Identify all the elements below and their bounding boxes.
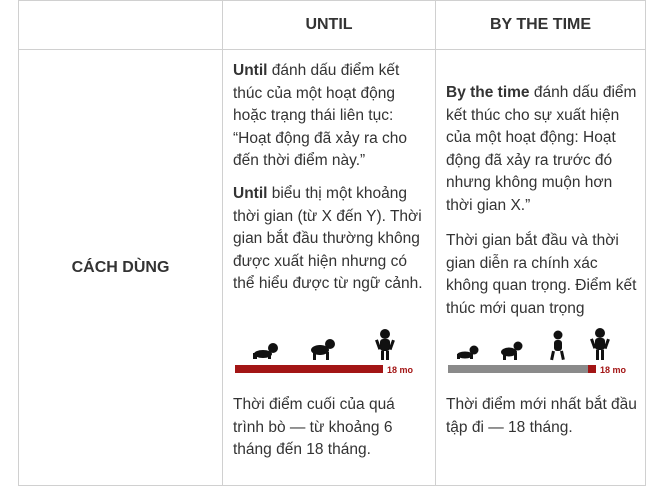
until-cell	[223, 50, 436, 486]
by-the-time-timeline-bar	[448, 365, 589, 373]
by-the-time-cell	[436, 50, 646, 486]
by-the-time-keyword: By the time	[446, 84, 530, 101]
by-the-time-timeline-endpoint	[588, 365, 596, 373]
header-until: UNTIL	[223, 1, 436, 50]
by-the-time-paragraph-2: Thời gian bắt đầu và thời gian diễn ra chính xác không quan trọng. Điểm kết thúc mới quan trọng	[446, 232, 637, 317]
walking-toddler-icon	[550, 331, 565, 361]
by-the-time-timeline-label: 18 mo	[600, 365, 627, 375]
until-keyword-2: Until	[233, 185, 268, 202]
header-row	[19, 1, 646, 50]
until-definition: đánh dấu điểm kết thúc của một hoạt động hoặc trạng thái liên tục: “Hoạt động đã xảy ra cho đến thời điểm này.”	[233, 62, 408, 169]
row-label-usage: CÁCH DÙNG	[19, 50, 223, 486]
crawling-baby-icon	[311, 339, 335, 360]
usage-row	[19, 50, 646, 486]
until-example-caption: Thời điểm cuối của quá trình bò — từ khoảng 6 tháng đến 18 tháng.	[233, 396, 395, 458]
by-the-time-paragraph-1	[446, 82, 642, 217]
by-the-time-example-caption: Thời điểm mới nhất bắt đầu tập đi — 18 tháng.	[446, 396, 637, 436]
standing-toddler-icon	[590, 328, 610, 360]
until-timeline-bar	[235, 365, 383, 373]
until-timeline-label: 18 mo	[387, 365, 414, 375]
until-timeline-illustration	[235, 326, 425, 386]
lying-baby-icon	[253, 343, 278, 359]
crawling-baby-icon	[501, 342, 523, 361]
lying-baby-icon	[457, 346, 479, 360]
until-duration-text: biểu thị một khoảng thời gian (từ X đến Y). Thời gian bắt đầu thường không được xuất hiện nhưng có thể hiểu được từ ngữ cảnh.	[233, 185, 423, 292]
header-blank	[19, 1, 223, 50]
until-paragraph-2	[233, 183, 429, 296]
standing-toddler-icon	[375, 329, 395, 360]
comparison-table	[18, 0, 646, 486]
until-paragraph-1	[233, 60, 429, 173]
by-the-time-timeline-illustration	[448, 326, 638, 386]
by-the-time-definition: đánh dấu điểm kết thúc cho sự xuất hiện của một hoạt động: Hoạt động đã xảy ra trước đó nhưng không muộn hơn thời gian X.”	[446, 84, 637, 214]
header-by-the-time: BY THE TIME	[436, 1, 646, 50]
until-keyword: Until	[233, 62, 268, 79]
